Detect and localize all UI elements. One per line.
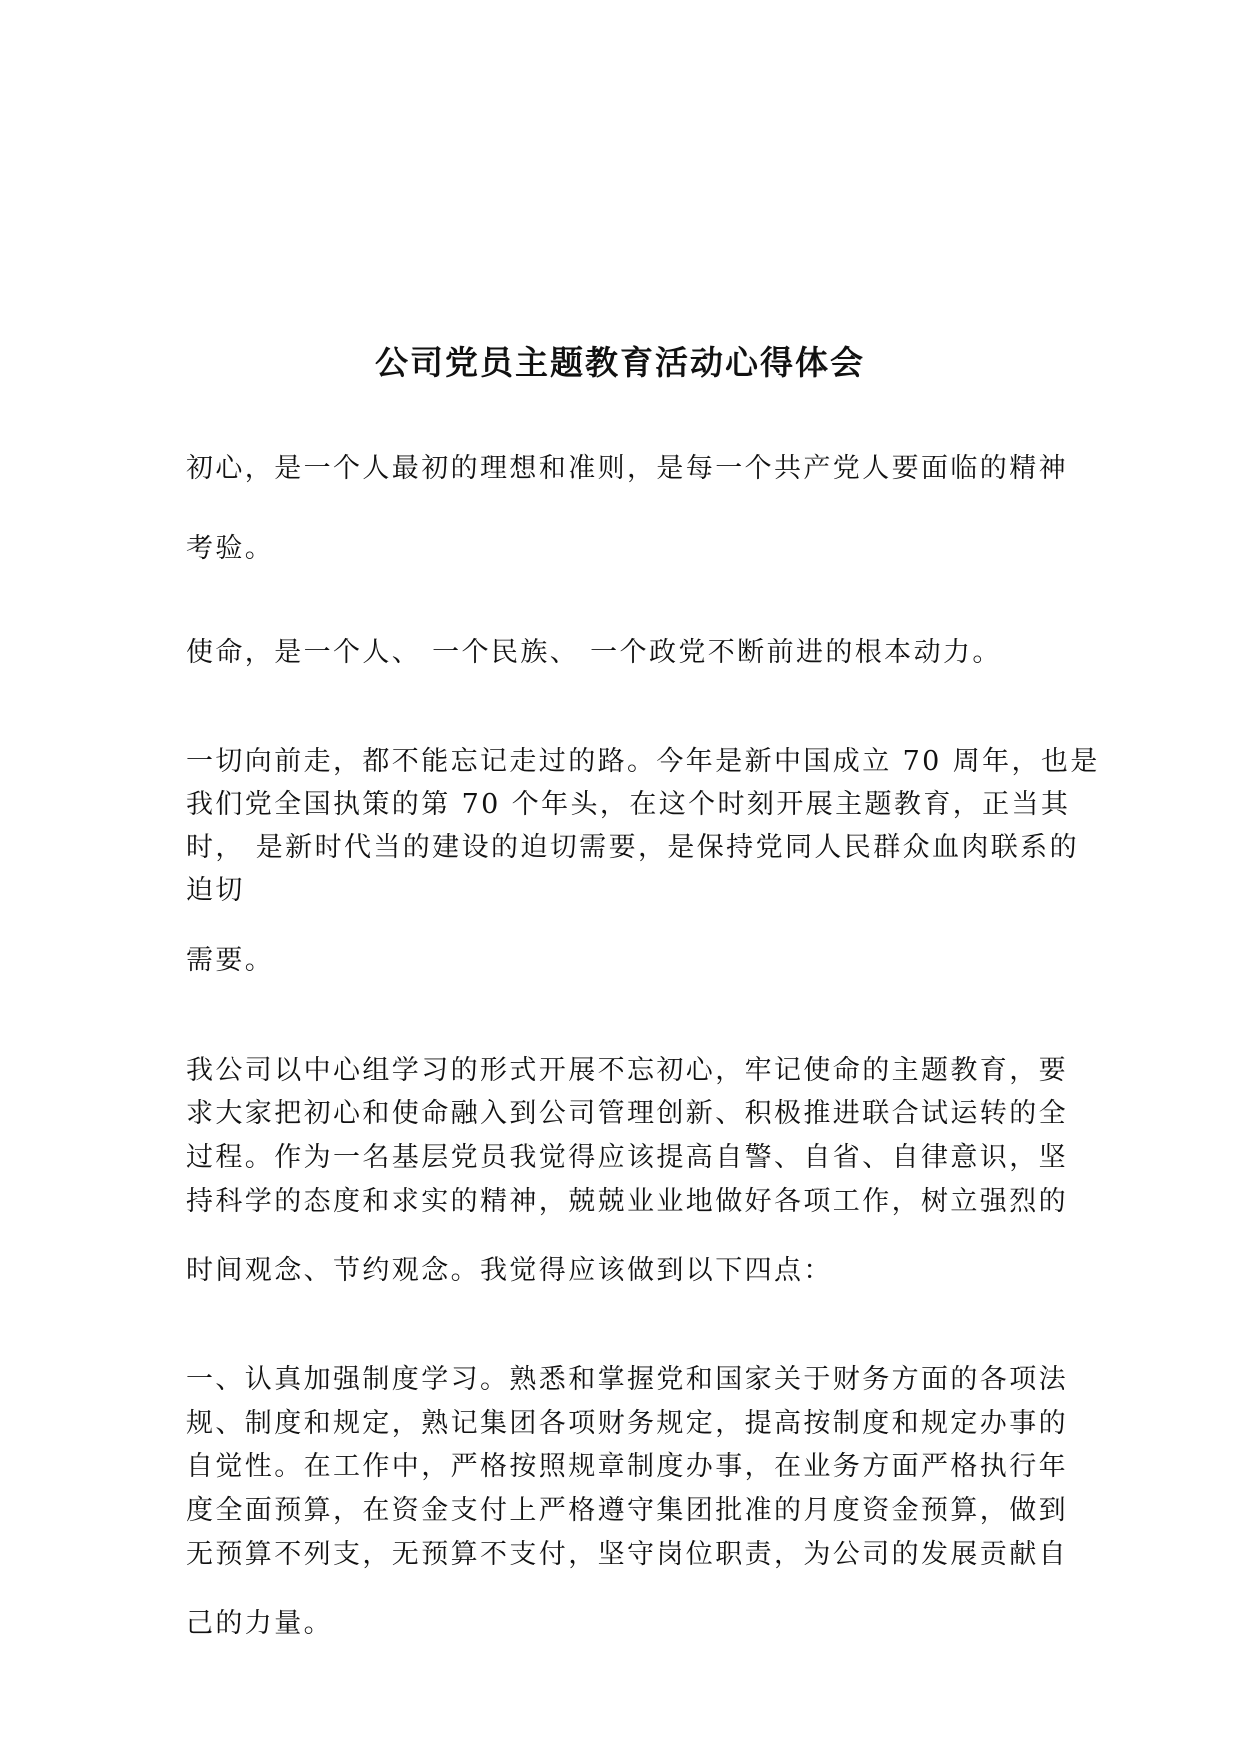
body-line: 一、认真加强制度学习。熟悉和掌握党和国家关于财务方面的各项法 [186,1364,1068,1395]
body-line: 我公司以中心组学习的形式开展不忘初心，牢记使命的主题教育，要 [186,1055,1068,1086]
body-line: 使命，是一个人、 一个民族、 一个政党不断前进的根本动力。 [186,637,1002,668]
body-line: 无预算不列支，无预算不支付，坚守岗位职责，为公司的发展贡献自 [186,1539,1068,1570]
body-line: 己的力量。 [186,1608,333,1639]
body-line: 时间观念、节约观念。我觉得应该做到以下四点： [186,1255,833,1286]
body-line: 迫切 [186,875,245,906]
body-line: 一切向前走，都不能忘记走过的路。今年是新中国成立 70 周年，也是 [186,746,1100,777]
body-line: 过程。作为一名基层党员我觉得应该提高自警、自省、自律意识，坚 [186,1142,1068,1173]
body-line: 持科学的态度和求实的精神，兢兢业业地做好各项工作，树立强烈的 [186,1186,1068,1217]
body-line: 需要。 [186,945,275,976]
body-line: 我们党全国执策的第 70 个年头，在这个时刻开展主题教育，正当其 [186,789,1071,820]
document-title: 公司党员主题教育活动心得体会 [375,343,865,382]
body-line: 考验。 [186,533,275,564]
body-line: 自觉性。在工作中，严格按照规章制度办事，在业务方面严格执行年 [186,1451,1068,1482]
body-line: 求大家把初心和使命融入到公司管理创新、积极推进联合试运转的全 [186,1098,1068,1129]
body-line: 度全面预算，在资金支付上严格遵守集团批准的月度资金预算，做到 [186,1495,1068,1526]
body-line: 时， 是新时代当的建设的迫切需要，是保持党同人民群众血肉联系的 [186,832,1079,863]
body-line: 初心，是一个人最初的理想和准则，是每一个共产党人要面临的精神 [186,453,1068,484]
body-line: 规、制度和规定，熟记集团各项财务规定，提高按制度和规定办事的 [186,1408,1068,1439]
